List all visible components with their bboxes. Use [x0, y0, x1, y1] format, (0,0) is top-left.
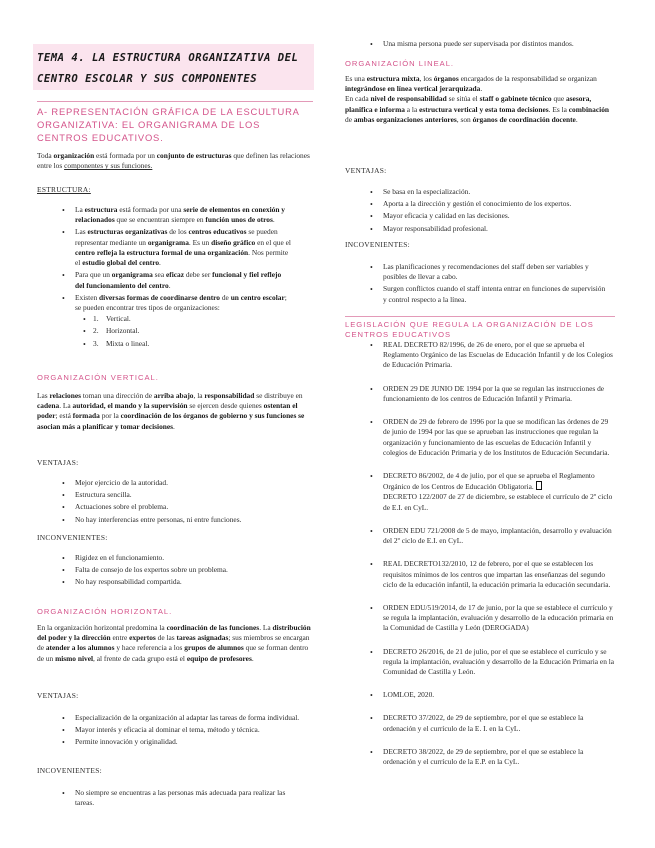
list-item: • ORDEN 29 DE JUNIO DE 1994 por la que se regulan las instrucciones de funcionamiento de los centros de Educación Infantil y Primaria.: [370, 384, 615, 404]
list-item: • Falta de consejo de los expertos sobre un problema.: [62, 565, 292, 575]
legislacion-divider: [345, 316, 615, 317]
list-item: • REAL DECRETO 82/1996, de 26 de enero, por el que se aprueba el Reglamento Orgánico de las Escuelas de Educación Infantil y de los Colegios de Educación Primaria.: [370, 340, 615, 371]
horizontal-ventajas-list: [62, 713, 302, 750]
horizontal-ventajas-label: VENTAJAS:: [37, 691, 79, 700]
list-item: • DECRETO 37/2022, de 29 de septiembre, por el que se establece la ordenación y el currículo de la E. I. en la CyL.: [370, 713, 615, 733]
vertical-ventajas-list: [62, 478, 292, 527]
list-item: • Rigidez en el funcionamiento.: [62, 553, 292, 563]
list-item: • Las estructuras organizativas de los centros educativos se pueden representar mediante un organigrama. Es un diseño gráfico en el que el centro refleja la estructura formal de una organización. Nos permite el estudio global del centro.: [62, 227, 292, 268]
list-item: • Las planificaciones y recomendaciones del staff deben ser variables y posibles de llevar a cabo.: [370, 262, 610, 282]
list-item: • Existen diversas formas de coordinarse dentro de un centro escolar; se pueden encontrar tres tipos de organizaciones: • 1. Vertical. • 2. Horizontal. • 3. Mixta o lineal.: [62, 293, 292, 349]
tipos-list: [83, 314, 292, 349]
lineal-inconvenientes-list: [370, 262, 610, 307]
list-item: • Mejor ejercicio de la autoridad.: [62, 478, 292, 488]
lineal-ventajas-list: [370, 187, 610, 236]
lineal-ventajas-label: VENTAJAS:: [345, 166, 387, 175]
list-item: • Especialización de la organización al adaptar las tareas de forma individual.: [62, 713, 302, 723]
list-item: • 1. Vertical.: [83, 314, 292, 324]
list-item: • Se basa en la especialización.: [370, 187, 610, 197]
list-item: • Estructura sencilla.: [62, 490, 292, 500]
horizontal-inconvenientes-continued: [370, 39, 610, 51]
horizontal-inconvenientes-list: [62, 788, 302, 810]
list-item: • DECRETO 86/2002, de 4 de julio, por el que se aprueba el Reglamento Orgánico de los Centros de Educación Obligatoria. DECRETO 122/2007 de 27 de diciembre, se establece el currículo de 2º ciclo de E.I. en CyL.: [370, 471, 615, 513]
list-item: • Mayor eficacia y calidad en las decisiones.: [370, 211, 610, 221]
lineal-inconvenientes-label: INCOVENIENTES:: [345, 240, 410, 249]
list-item: • Para que un organigrama sea eficaz debe ser funcional y fiel reflejo del funcionamiento del centro.: [62, 270, 292, 290]
list-item: • ORDEN EDU/519/2014, de 17 de junio, por la que se establece el currículo y se regula la implantación, evaluación y desarrollo de la educación primaria en la Comunidad de Castilla y León (DEROGADA): [370, 603, 615, 634]
estructura-list: [62, 205, 292, 351]
list-item: • LOMLOE, 2020.: [370, 690, 615, 700]
section-a-intro: Toda organización está formada por un conjunto de estructuras que definen las relaciones entre los componentes y sus funciones.: [37, 151, 310, 171]
list-item: • Surgen conflictos cuando el staff intenta entrar en funciones de supervisión y control respecto a la línea.: [370, 284, 610, 304]
list-item: • REAL DECRETO132/2010, 12 de febrero, por el que se establecen los requisitos mínimos de los centros que impartan las enseñanzas del segundo ciclo de la educación infantil, la educación primaria la educación secundaria.: [370, 559, 615, 590]
vertical-inconvenientes-label: INCONVENIENTES:: [37, 533, 108, 542]
lineal-heading: ORGANIZACIÓN LINEAL.: [345, 59, 455, 68]
list-item: • Permite innovación y originalidad.: [62, 737, 302, 747]
vertical-ventajas-label: VENTAJAS:: [37, 458, 79, 467]
square-glyph-icon: [536, 481, 542, 490]
lineal-body: Es una estructura mixta, los órganos encargados de la responsabilidad se organizan integrándose en línea vertical jerarquizada. En cada nivel de responsabilidad se sitúa el staff o gabinete técnico que asesora, planifica e informa a la estructura vertical y esta toma decisiones. Es la combinación de ambas organizaciones anteriores, son órganos de coordinación docente.: [345, 74, 610, 124]
horizontal-heading: ORGANIZACIÓN HORIZONTAL.: [37, 607, 173, 616]
list-item: • Aporta a la dirección y gestión el conocimiento de los expertos.: [370, 199, 610, 209]
vertical-heading: ORGANIZACIÓN VERTICAL.: [37, 373, 159, 382]
list-item: • ORDEN EDU 721/2008 de 5 de mayo, implantación, desarrollo y evaluación del 2º ciclo de E.I. en CyL.: [370, 526, 615, 546]
list-item: • DECRETO 38/2022, de 29 de septiembre, por el que se establece la ordenación y el currículo de la E.P. en la CyL.: [370, 747, 615, 767]
legislacion-heading: LEGISLACIÓN QUE REGULA LA ORGANIZACIÓN DE LOS CENTROS EDUCATIVOS: [345, 320, 594, 340]
list-item: • ORDEN de 29 de febrero de 1996 por la que se modifican las órdenes de 29 de junio de 1994 por las que se aprueban las instrucciones que regulan la organización y funcionamiento de las escuelas de Educación Infantil y colegios de Educación Primaria y de los Institutos de Educación Secundaria.: [370, 417, 615, 458]
estructura-label: ESTRUCTURA:: [37, 185, 91, 194]
list-item: • Mayor interés y eficacia al dominar el tema, método y técnica.: [62, 725, 302, 735]
list-item: • 3. Mixta o lineal.: [83, 339, 292, 349]
page-title: TEMA 4. LA ESTRUCTURA ORGANIZATIVA DEL CENTRO ESCOLAR Y SUS COMPONENTES: [37, 52, 299, 85]
vertical-body: Las relaciones toman una dirección de arriba abajo, la responsabilidad se distribuye en cadena. La autoridad, el mando y la supervisión se ejercen desde quienes ostentan el poder; está formada por la coordinación de los órganos de gobierno y sus funciones se asocian más a planificar y tomar decisiones.: [37, 391, 305, 431]
legislacion-list: [370, 340, 615, 780]
list-item: • Actuaciones sobre el problema.: [62, 502, 292, 512]
horizontal-inconvenientes-label: INCOVENIENTES:: [37, 766, 102, 775]
list-item: • Una misma persona puede ser supervisada por distintos mandos.: [370, 39, 610, 49]
list-item: • No siempre se encuentras a las personas más adecuada para realizar las tareas.: [62, 788, 302, 808]
list-item: • 2. Horizontal.: [83, 326, 292, 336]
list-item: • La estructura está formada por una serie de elementos en conexión y relacionados que se encuentran siempre en función unos de otros.: [62, 205, 292, 225]
vertical-inconvenientes-list: [62, 553, 292, 590]
list-item: • DECRETO 26/2016, de 21 de julio, por el que se establece el currículo y se regula la implantación, evaluación y desarrollo de la Educación Primaria en la Comunidad de Castilla y León.: [370, 647, 615, 678]
title-divider: [37, 101, 313, 102]
horizontal-body: En la organización horizontal predomina la coordinación de las funciones. La distribución del poder y la dirección entre expertos de las tareas asignadas; sus miembros se encargan de atender a los alumnos y hace referencia a los grupos de alumnos que se forman dentro de un mismo nivel, al frente de cada grupo está el equipo de profesores.: [37, 623, 311, 663]
list-item: • No hay interferencias entre personas, ni entre funciones.: [62, 515, 292, 525]
list-item: • Mayor responsabilidad profesional.: [370, 224, 610, 234]
section-a-heading: A- REPRESENTACIÓN GRÁFICA DE LA ESCULTURA ORGANIZATIVA: EL ORGANIGRAMA DE LOS CENTROS EDUCATIVOS.: [37, 106, 300, 143]
list-item: • No hay responsabilidad compartida.: [62, 577, 292, 587]
